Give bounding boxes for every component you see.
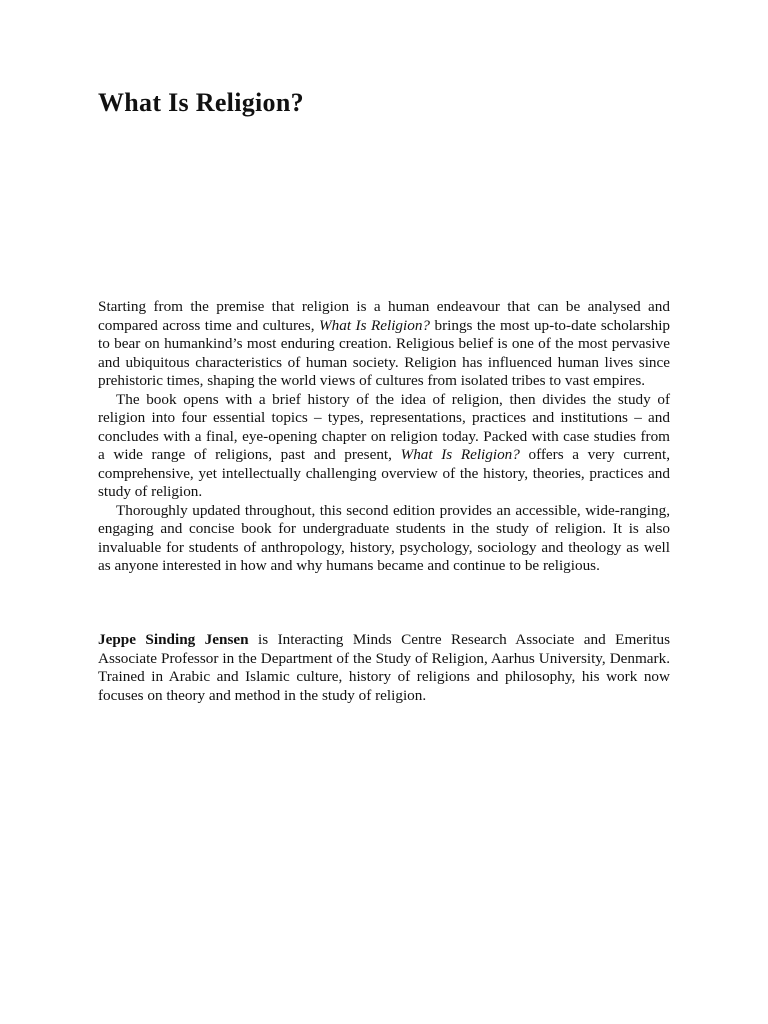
paragraph-text: Starting from the premise that religion is a human endeavour that can be analysed and compared across time and cultures, — [98, 298, 670, 334]
book-title-italic: What Is Religion? — [400, 446, 520, 463]
paragraph-text: brings the most up-to-date scholarship to bear on humankind’s most enduring creation. Religious belief is one of the most pervasive and ubiquitous characteristics of human society. Religion has influenced human lives since prehistoric times, shaping the world views of cultures from isolated tribes to vast empires. — [98, 316, 671, 389]
book-description — [98, 298, 670, 576]
description-paragraph-2 — [98, 391, 670, 502]
description-paragraph-1 — [98, 298, 670, 391]
author-bio-paragraph — [98, 631, 670, 705]
author-name: Jeppe Sinding Jensen — [98, 631, 249, 648]
description-paragraph-3: Thoroughly updated throughout, this second edition provides an accessible, wide-ranging, engaging and concise book for undergraduate students in the study of religion. It is also invaluable for students of anthropology, history, psychology, sociology and theology as well as anyone interested in how and why humans became and continue to be religious. — [98, 501, 670, 574]
book-title-italic: What Is Religion? — [318, 316, 431, 334]
author-bio — [98, 631, 670, 705]
page-title: What Is Religion? — [98, 88, 304, 117]
paragraph-text: The book opens with a brief history of the idea of religion, then divides the study of religion into four essential topics – types, representations, practices and institutions – and concludes with a final, eye-opening chapter on religion today. Packed with case studies from a wide range of religions, past and present, — [98, 390, 670, 463]
author-bio-text: is Interacting Minds Centre Research Associate and Emeritus Associate Professor in the Department of the Study of Religion, Aarhus University, Denmark. Trained in Arabic and Islamic culture, history of religions and philosophy, his work now focuses on theory and method in the study of religion. — [98, 631, 670, 704]
paragraph-text: offers a very current, comprehensive, yet intellectually challenging overview of the history, theories, practices and study of religion. — [98, 446, 671, 500]
